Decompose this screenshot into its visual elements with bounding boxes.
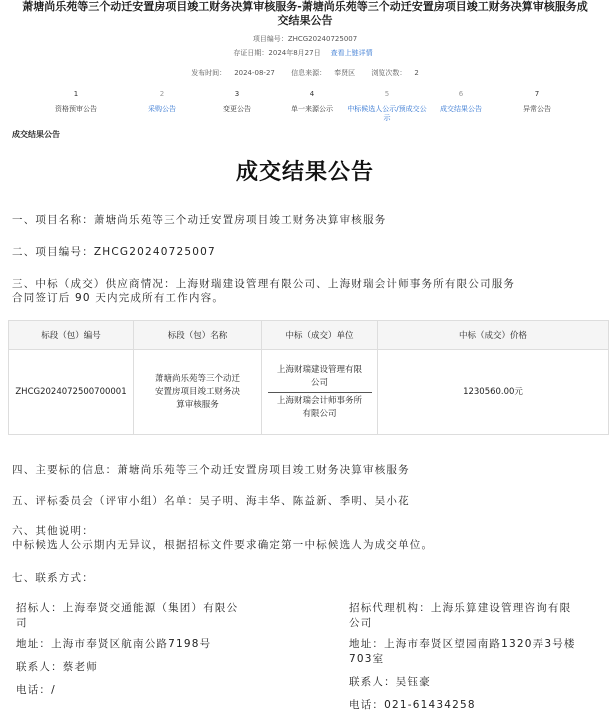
item-other-text: 中标候选人公示期内无异议，根据招标文件要求确定第一中标候选人为成交单位。 [12,539,434,551]
publish-info-line [0,68,610,78]
agent-name: 招标代理机构：上海乐算建设管理咨询有限 [349,602,572,614]
buyer-phone: 电话：/ [16,684,56,696]
table-row [9,350,609,435]
header-code: 标段（包）编号 [9,321,134,350]
step-number: 1 [73,90,79,98]
header-name: 标段（包）名称 [134,321,262,350]
step-number: 7 [534,90,540,98]
agent-address-cont: 703室 [349,653,385,665]
section-title: 成交结果公告 [12,130,60,139]
item-supplier-cont: 合同签订后 90 天内完成所有工作内容。 [12,292,225,304]
views-label: 浏览次数： [371,69,407,77]
header-price: 中标（成交）价格 [378,321,609,350]
process-steps [0,90,610,124]
step-3[interactable] [197,90,277,114]
item-other-label: 六、其他说明： [12,525,94,537]
publish-date: 2024-08-27 [234,69,275,77]
cell-name [134,350,262,435]
step-label: 成交结果公告 [440,105,482,113]
step-number: 5 [384,90,390,98]
source: 奉贤区 [334,69,356,77]
step-6[interactable] [421,90,501,114]
name-line: 安置房项目竣工财务决 [154,386,240,397]
step-label: 资格预审公告 [55,105,97,113]
cell-supplier [262,350,378,435]
step-label: 中标候选人公示/预成交公示 [347,105,427,122]
step-number: 4 [309,90,315,98]
supplier-1 [268,364,372,393]
step-1[interactable] [36,90,116,114]
views-count: 2 [414,69,419,77]
item-project-name: 一、项目名称：萧塘尚乐苑等三个动迁安置房项目竣工财务决算审核服务 [12,214,387,226]
deposit-date: 2024年8月27日 [268,49,321,57]
step-label: 采购公告 [148,105,176,113]
cell-price: 1230560.00元 [378,350,609,435]
item-project-number: 二、项目编号：ZHCG20240725007 [12,246,216,258]
buyer-name: 招标人：上海奉贤交通能源（集团）有限公 [16,602,239,614]
buyer-contact [16,601,306,698]
agent-phone: 电话：021-61434258 [349,699,476,711]
step-label: 变更公告 [223,105,251,113]
chain-detail-link[interactable]: 查看上链详情 [330,49,373,57]
header-supplier: 中标（成交）单位 [262,321,378,350]
deposit-line [0,48,610,58]
supplier-1-line: 公司 [310,377,328,388]
result-table [8,320,609,435]
supplier-1-line: 上海财瑞建设管理有限 [276,364,362,375]
item-main-subject: 四、主要标的信息：萧塘尚乐苑等三个动迁安置房项目竣工财务决算审核服务 [12,464,410,476]
step-2[interactable] [122,90,202,114]
step-4[interactable] [272,90,352,114]
document-title: 萧塘尚乐苑等三个动迁安置房项目竣工财务决算审核服务-萧塘尚乐苑等三个动迁安置房项目竣工财务决算审核服务成交结果公告 [22,0,588,27]
project-number: ZHCG20240725007 [287,35,358,43]
step-number: 3 [234,90,240,98]
project-number-label: 项目编号： [252,35,288,43]
table-header-row [9,321,609,350]
buyer-name-cont: 司 [16,617,28,629]
source-label: 信息来源： [291,69,327,77]
agent-contact [349,601,609,713]
agent-name-cont: 公司 [349,617,373,629]
step-5[interactable] [347,90,427,123]
agent-person: 联系人：吴钰豪 [349,676,431,688]
item-supplier: 三、中标（成交）供应商情况：上海财瑞建设管理有限公司、上海财瑞会计师事务所有限公司服务 [12,278,516,290]
step-7[interactable] [497,90,577,114]
publish-label: 发布时间： [191,69,227,77]
project-number-line [0,34,610,44]
buyer-address: 地址：上海市奉贤区航南公路7198号 [16,638,212,650]
deposit-label: 存证日期： [233,49,269,57]
supplier-2 [268,395,372,421]
main-title: 成交结果公告 [235,160,374,185]
step-number: 6 [458,90,464,98]
step-label: 异常公告 [523,105,551,113]
name-line: 萧塘尚乐苑等三个动迁 [154,373,240,384]
step-label: 单一来源公示 [291,105,333,113]
buyer-person: 联系人：蔡老师 [16,661,98,673]
item-contact-label: 七、联系方式： [12,572,94,584]
step-number: 2 [159,90,165,98]
item-committee: 五、评标委员会（评审小组）名单：吴子明、海丰华、陈益新、季明、吴小花 [12,495,410,507]
cell-code: ZHCG2024072500700001 [9,350,134,435]
agent-address: 地址：上海市奉贤区望园南路1320弄3号楼 [349,638,576,650]
supplier-2-line: 有限公司 [302,408,337,419]
supplier-2-line: 上海财瑞会计师事务所 [276,395,362,406]
name-line: 算审核服务 [176,399,219,410]
